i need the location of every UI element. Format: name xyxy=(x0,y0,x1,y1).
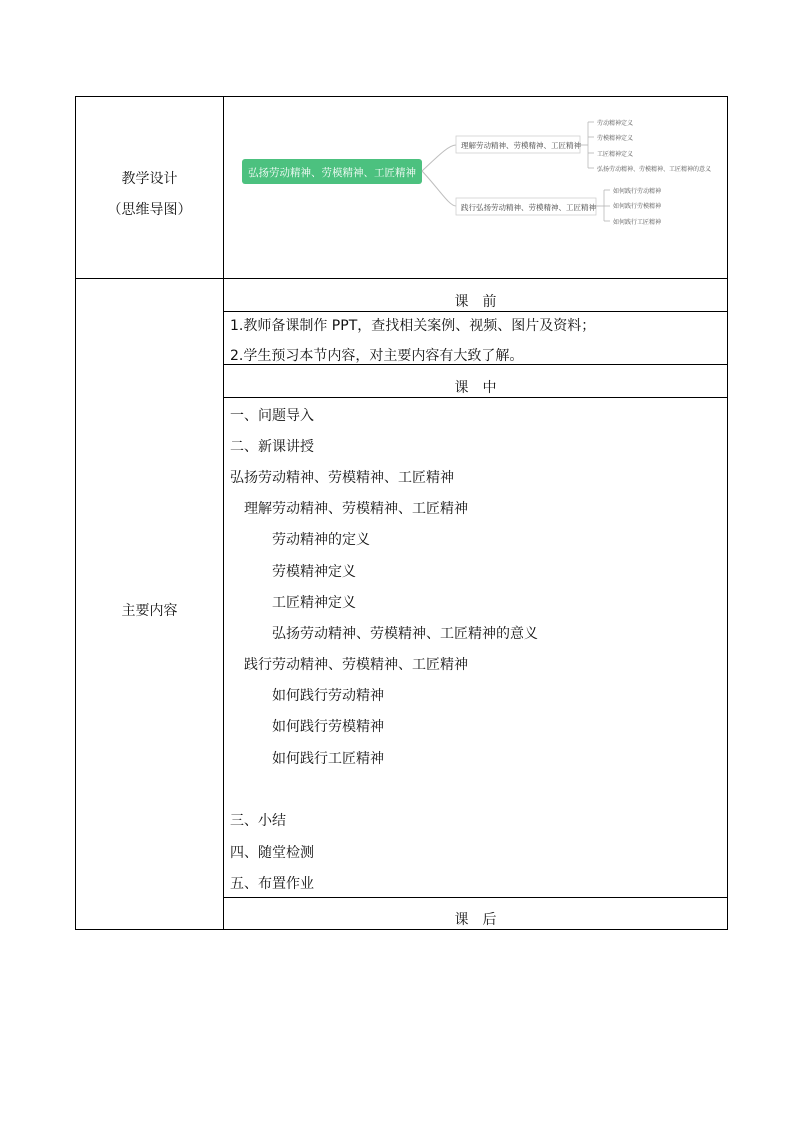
row-divider-before-header xyxy=(223,311,728,312)
in-class-line: 四、随堂检测 xyxy=(230,845,314,861)
in-class-header: 课 中 xyxy=(454,380,497,396)
row-divider-design xyxy=(75,278,728,279)
in-class-line: 理解劳动精神、劳模精神、工匠精神 xyxy=(244,501,468,517)
mind-map-branch-1-label: 理解劳动精神、劳模精神、工匠精神 xyxy=(461,141,581,150)
mind-map-leaf: 如何践行劳动精神 xyxy=(613,188,662,195)
in-class-line: 一、问题导入 xyxy=(230,408,314,424)
mind-map-leaf: 如何践行劳模精神 xyxy=(613,203,662,210)
mind-map-connector-2 xyxy=(422,171,456,206)
table-border-left xyxy=(75,96,76,930)
mind-map-bracket-1 xyxy=(580,122,594,168)
mind-map-bracket-2 xyxy=(596,190,610,221)
mind-map-leaf: 工匠精神定义 xyxy=(597,151,634,158)
mind-map-connector-1 xyxy=(422,145,456,171)
mind-map-leaf: 如何践行工匠精神 xyxy=(613,219,662,226)
row-divider-after-class xyxy=(223,897,728,898)
in-class-line: 劳动精神的定义 xyxy=(272,532,370,548)
in-class-line: 如何践行劳动精神 xyxy=(272,688,384,704)
in-class-line: 践行劳动精神、劳模精神、工匠精神 xyxy=(244,657,468,673)
design-subtitle: （思维导图） xyxy=(107,202,192,218)
in-class-line: 如何践行劳模精神 xyxy=(272,719,384,735)
row-divider-in-class-header-bottom xyxy=(223,397,728,398)
table-border-right xyxy=(727,96,728,930)
in-class-line: 如何践行工匠精神 xyxy=(272,751,384,767)
design-title: 教学设计 xyxy=(121,171,178,187)
after-class-header: 课 后 xyxy=(454,912,497,928)
mind-map-leaf: 劳动精神定义 xyxy=(597,120,634,127)
in-class-line: 三、小结 xyxy=(230,813,286,829)
mind-map xyxy=(224,97,727,278)
in-class-line: 二、新课讲授 xyxy=(230,439,314,455)
mind-map-branch-2-label: 践行弘扬劳动精神、劳模精神、工匠精神 xyxy=(461,203,596,212)
in-class-line: 弘扬劳动精神、劳模精神、工匠精神 xyxy=(230,470,454,486)
main-content-label: 主要内容 xyxy=(121,603,178,619)
in-class-line: 五、布置作业 xyxy=(230,876,314,892)
before-class-item: 2.学生预习本节内容，对主要内容有大致了解。 xyxy=(230,348,524,364)
before-class-item: 1.教师备课制作 PPT，查找相关案例、视频、图片及资料； xyxy=(230,318,596,334)
mind-map-leaf: 劳模精神定义 xyxy=(597,135,634,142)
before-class-header: 课 前 xyxy=(454,294,497,310)
in-class-line: 弘扬劳动精神、劳模精神、工匠精神的意义 xyxy=(272,626,538,642)
mind-map-leaf: 弘扬劳动精神、劳模精神、工匠精神的意义 xyxy=(597,166,712,173)
table-border-bottom xyxy=(75,929,728,930)
mind-map-root-label: 弘扬劳动精神、劳模精神、工匠精神 xyxy=(248,167,416,179)
in-class-line: 劳模精神定义 xyxy=(272,564,356,580)
in-class-line: 工匠精神定义 xyxy=(272,595,356,611)
